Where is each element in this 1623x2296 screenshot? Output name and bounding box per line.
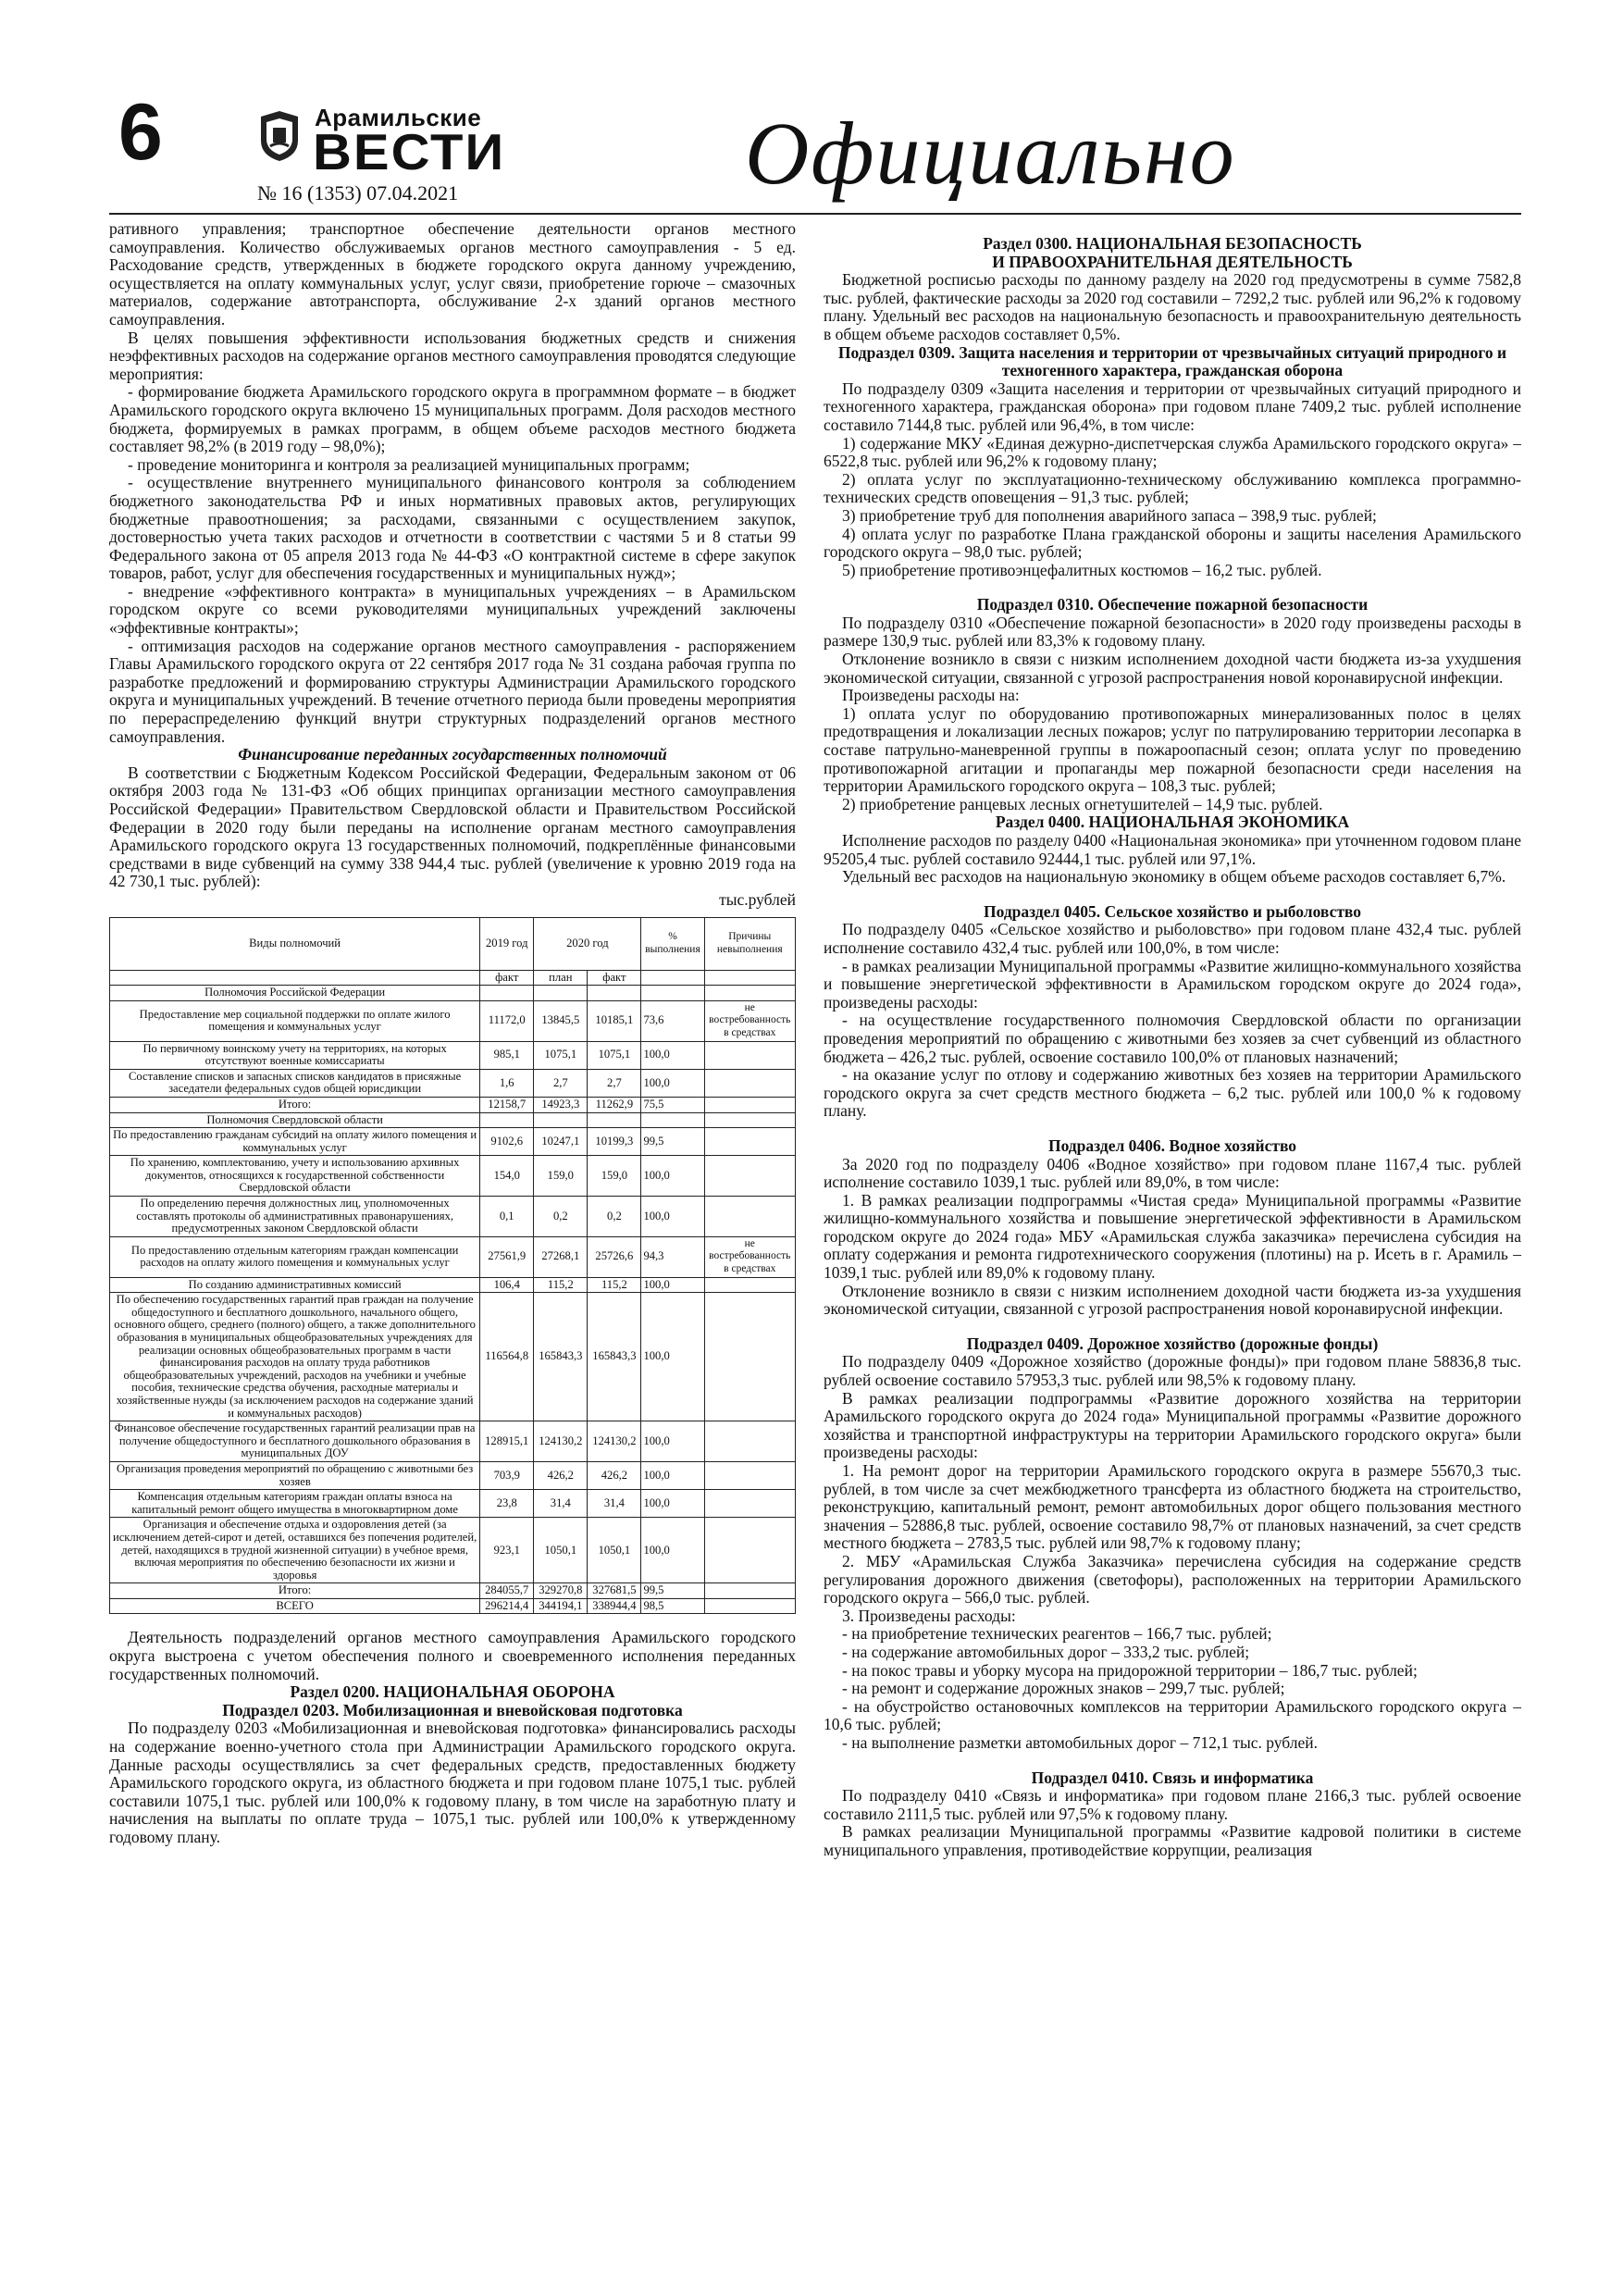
table-cell: 100,0 bbox=[641, 1293, 704, 1421]
table-cell bbox=[641, 986, 704, 1001]
table-row bbox=[110, 1277, 796, 1293]
paragraph: В соответствии с Бюджетным Кодексом Российской Федерации, Федеральным законом от 06 октября 2003 года № 131-ФЗ «Об общих принципах организации местного самоуправления Российской Федерации» Правительством Свердловской области и Правительством Российской Федерации в 2020 году были переданы на исполнение органам местного самоуправления Арамильского городского округа 13 государственных полномочий, подкреплённые финансовыми средствами в виде субвенций на сумму 338 944,4 тыс. рублей (увеличение к уровню 2019 года на 42 730,1 тыс. рублей): bbox=[109, 763, 796, 891]
right-column bbox=[824, 220, 1521, 1859]
table-cell: 10199,3 bbox=[588, 1128, 641, 1156]
paragraph: 3. Произведены расходы: bbox=[842, 1606, 1016, 1625]
paragraph: 2. МБУ «Арамильская Служба Заказчика» перечислена субсидия на содержание средств регулирования дорожного движения (светофоры), расположенных на территории Арамильского городского округа – 566,0 тыс. рублей. bbox=[824, 1551, 1521, 1607]
table-cell: 128915,1 bbox=[480, 1421, 534, 1462]
table-cell: 116564,8 bbox=[480, 1293, 534, 1421]
table-cell: Итого: bbox=[110, 1097, 480, 1112]
table-cell: 106,4 bbox=[480, 1277, 534, 1293]
table-cell: 12158,7 bbox=[480, 1097, 534, 1112]
table-cell: По первичному воинскому учету на территориях, на которых отсутствуют военные комиссариаты bbox=[110, 1041, 480, 1069]
table-cell: 985,1 bbox=[480, 1041, 534, 1069]
paragraph: По подразделу 0405 «Сельское хозяйство и рыболовство» при годовом плане 432,4 тыс. рублей исполнение составило 432,4 тыс. рублей или 100,0%, в том числе: bbox=[824, 920, 1521, 957]
paragraph: 2) приобретение ранцевых лесных огнетушителей – 14,9 тыс. рублей. bbox=[842, 794, 1323, 813]
table-cell: 27561,9 bbox=[480, 1236, 534, 1277]
table-cell: 426,2 bbox=[534, 1461, 588, 1489]
table-header: 2020 год bbox=[534, 917, 641, 970]
table-subheader: факт bbox=[588, 970, 641, 986]
logo-title-small: Арамильские bbox=[315, 104, 482, 131]
table-cell: 284055,7 bbox=[480, 1583, 534, 1599]
table-cell bbox=[534, 1112, 588, 1128]
table-cell bbox=[704, 1518, 795, 1583]
section-title: Официально bbox=[745, 104, 1236, 203]
table-cell: 2,7 bbox=[588, 1069, 641, 1097]
table-subheader: план bbox=[534, 970, 588, 986]
newspaper-logo bbox=[257, 96, 506, 194]
table-cell bbox=[534, 986, 588, 1001]
table-subheader bbox=[704, 970, 795, 986]
table-cell: 1075,1 bbox=[588, 1041, 641, 1069]
table-cell: 9102,6 bbox=[480, 1128, 534, 1156]
table-cell bbox=[704, 1421, 795, 1462]
table-cell: 165843,3 bbox=[588, 1293, 641, 1421]
heading-0409: Подраздел 0409. Дорожное хозяйство (дорожные фонды) bbox=[966, 1334, 1379, 1353]
heading-0309: Подраздел 0309. Защита населения и территории от чрезвычайных ситуаций природного и техногенного характера, гражданская оборона bbox=[837, 342, 1507, 380]
table-cell: По предоставлению отдельным категориям граждан компенсации расходов на оплату жилого помещения и коммунальных услуг bbox=[110, 1236, 480, 1277]
heading-0410: Подраздел 0410. Связь и информатика bbox=[1031, 1768, 1314, 1787]
paragraph: 1) содержание МКУ «Единая дежурно-диспетчерская служба Арамильского городского округа» – 6522,8 тыс. рублей или 96,2% к годовому плану; bbox=[824, 433, 1521, 471]
table-cell: 0,2 bbox=[534, 1197, 588, 1237]
table-total-row bbox=[110, 1097, 796, 1112]
table-cell bbox=[704, 1112, 795, 1128]
table-cell: 1050,1 bbox=[588, 1518, 641, 1583]
powers-table bbox=[109, 917, 796, 1615]
paragraph: - на покос травы и уборку мусора на придорожной территории – 186,7 тыс. рублей; bbox=[842, 1660, 1418, 1680]
table-cell bbox=[704, 1490, 795, 1518]
table-cell: 98,5 bbox=[641, 1598, 704, 1614]
paragraph: - на оказание услуг по отлову и содержанию животных без хозяев на территории Арамильского городского округа за счет средств местного бюджета – 6,2 тыс. рублей или 100,0 % к годовому плану. bbox=[824, 1065, 1521, 1121]
table-cell: 100,0 bbox=[641, 1041, 704, 1069]
paragraph: - формирование бюджета Арамильского городского округа в программном формате – в бюджет Арамильского городского округа включено 15 муниципальных программ. Доля расходов местного бюджета, формируемых в рамках программ, в общем объеме расходов местного бюджета составляет 98,2% (в 2019 году – 98,0%); bbox=[109, 382, 796, 456]
table-row bbox=[110, 1197, 796, 1237]
paragraph: Произведены расходы на: bbox=[842, 686, 1020, 705]
table-cell bbox=[704, 1156, 795, 1197]
table-cell: 329270,8 bbox=[534, 1583, 588, 1599]
paragraph: Исполнение расходов по разделу 0400 «Национальная экономика» при уточненном годовом плане 95205,4 тыс. рублей составило 92444,1 тыс. рублей или 97,1%. bbox=[824, 831, 1521, 868]
table-cell: 338944,4 bbox=[588, 1598, 641, 1614]
paragraph: Отклонение возникло в связи с низким исполнением доходной части бюджета из-за ухудшения экономической ситуации, связанной с угрозой распространения новой коронавирусной инфекции. bbox=[824, 1281, 1521, 1319]
table-cell: 124130,2 bbox=[534, 1421, 588, 1462]
table-cell: 327681,5 bbox=[588, 1583, 641, 1599]
paragraph: 1. В рамках реализации подпрограммы «Чистая среда» Муниципальной программы «Развитие жилищно-коммунального хозяйства и повышение энергетической эффективности в Арамильском городском округе до 2024 года» МБУ «Арамильская служба заказчика» перечислена субсидия на оплату содержания и ремонта гидротехнического сооружения (плотины) на р. Исеть в г. Арамиль – 1039,1 тыс. рублей или 89,0% к годовому плану. bbox=[824, 1190, 1521, 1283]
paragraph: - на приобретение технических реагентов – 166,7 тыс. рублей; bbox=[842, 1624, 1272, 1644]
table-unit: тыс.рублей bbox=[719, 889, 796, 909]
heading-0200: Раздел 0200. НАЦИОНАЛЬНАЯ ОБОРОНА bbox=[290, 1682, 615, 1702]
table-cell: 99,5 bbox=[641, 1128, 704, 1156]
paragraph: За 2020 год по подразделу 0406 «Водное хозяйство» при годовом плане 1167,4 тыс. рублей исполнение составило 1039,1 тыс. рублей или 89,0%, в том числе: bbox=[824, 1154, 1521, 1192]
table-cell bbox=[704, 1293, 795, 1421]
table-subheader: факт bbox=[480, 970, 534, 986]
table-cell: 10247,1 bbox=[534, 1128, 588, 1156]
paragraph: По подразделу 0203 «Мобилизационная и вневойсковая подготовка» финансировались расходы на содержание военно-учетного стола при Администрации Арамильского городского округа. Данные расходы осуществлялись за счет федеральных средств, предоставленных бюджету Арамильского городского округа, из областного бюджета и при годовом плане 1075,1 тыс. рублей составили 1075,1 тыс. рублей или 100,0% к годовому плану, в том числе на заработную плату и начисления на выплаты по оплате труда – 1075,1 тыс. рублей или 100,0% к утвержденному годовому плану. bbox=[109, 1719, 796, 1846]
table-cell: 159,0 bbox=[588, 1156, 641, 1197]
paragraph: - осуществление внутреннего муниципального финансового контроля за соблюдением бюджетного законодательства РФ и иных нормативных правовых актов, регулирующих бюджетные правоотношения; за расходами, связанными с осуществлением закупок, достоверностью учета таких расходов и отчетности в соответствии с частями 5 и 8 статьи 99 Федерального закона от 05 апреля 2013 года № 44-ФЗ «О контрактной системе в сфере закупок товаров, работ, услуг для обеспечения государственных и муниципальных нужд»; bbox=[109, 473, 796, 583]
table-cell: Составление списков и запасных списков кандидатов в присяжные заседатели федеральных судов общей юрисдикции bbox=[110, 1069, 480, 1097]
table-cell: 13845,5 bbox=[534, 1000, 588, 1041]
paragraph: ративного управления; транспортное обеспечение деятельности органов местного самоуправления. Количество обслуживаемых органов местного самоуправления - 5 ед. Расходование средств, утвержденных в бюджете городского округа данному учреждению, осуществляется на оплату коммунальных услуг, услуг связи, приобретение горюче – смазочных материалов, содержание автотранспорта, обслуживание 2-х зданий органов местного самоуправления. bbox=[109, 219, 796, 329]
table-cell: 31,4 bbox=[588, 1490, 641, 1518]
heading-financing: Финансирование переданных государственных полномочий bbox=[238, 745, 667, 764]
table-cell: 11172,0 bbox=[480, 1000, 534, 1041]
table-cell bbox=[641, 1112, 704, 1128]
table-cell: 296214,4 bbox=[480, 1598, 534, 1614]
table-row bbox=[110, 1236, 796, 1277]
table-row bbox=[110, 1156, 796, 1197]
table-cell: 100,0 bbox=[641, 1490, 704, 1518]
table-subheader bbox=[110, 970, 480, 986]
table-cell: 0,1 bbox=[480, 1197, 534, 1237]
table-cell: Организация и обеспечение отдыха и оздоровления детей (за исключением детей-сирот и детей, оставшихся без попечения родителей, детей, находящихся в трудной жизненной ситуации) в учебное время, включая мероприятия по обеспечению безопасности их жизни и здоровья bbox=[110, 1518, 480, 1583]
heading-0300-sub: И ПРАВООХРАНИТЕЛЬНАЯ ДЕЯТЕЛЬНОСТЬ bbox=[992, 252, 1353, 271]
table-cell: По определению перечня должностных лиц, уполномоченных составлять протоколы об административных правонарушениях, предусмотренных законом Свердловской области bbox=[110, 1197, 480, 1237]
table-cell: Итого: bbox=[110, 1583, 480, 1599]
table-cell: 703,9 bbox=[480, 1461, 534, 1489]
heading-0406: Подраздел 0406. Водное хозяйство bbox=[1047, 1136, 1297, 1155]
table-cell: 1050,1 bbox=[534, 1518, 588, 1583]
left-column bbox=[109, 220, 796, 1847]
paragraph: В рамках реализации Муниципальной программы «Развитие кадровой политики в системе муниципального управления, противодействие коррупции, реализация bbox=[824, 1822, 1521, 1859]
table-cell: 2,7 bbox=[534, 1069, 588, 1097]
table-cell: 1,6 bbox=[480, 1069, 534, 1097]
paragraph: 5) приобретение противоэнцефалитных костюмов – 16,2 тыс. рублей. bbox=[842, 560, 1322, 579]
table-cell: 100,0 bbox=[641, 1421, 704, 1462]
table-cell bbox=[704, 1598, 795, 1614]
paragraph: Бюджетной росписью расходы по данному разделу на 2020 год предусмотрены в сумме 7582,8 тыс. рублей, фактические расходы за 2020 год составили – 7292,2 тыс. рублей или 96,2% к годовому плану. Удельный вес расходов на национальную безопасность и правоохранительную деятельность в общем объеме расходов составляет 0,5%. bbox=[824, 270, 1521, 343]
table-row bbox=[110, 1518, 796, 1583]
table-cell: 31,4 bbox=[534, 1490, 588, 1518]
table-cell: Компенсация отдельным категориям граждан оплаты взноса на капитальный ремонт общего имущества в многоквартирном доме bbox=[110, 1490, 480, 1518]
table-cell: ВСЕГО bbox=[110, 1598, 480, 1614]
heading-0405: Подраздел 0405. Сельское хозяйство и рыболовство bbox=[983, 901, 1362, 921]
table-cell bbox=[704, 1041, 795, 1069]
issue-number: № 16 (1353) 07.04.2021 bbox=[257, 181, 459, 205]
paragraph: По подразделу 0309 «Защита населения и территории от чрезвычайных ситуаций природного и техногенного характера, гражданская оборона» при годовом плане 7409,2 тыс. рублей исполнение составило 7144,8 тыс. рублей или 96,4%, в том числе: bbox=[824, 379, 1521, 434]
table-cell bbox=[704, 1069, 795, 1097]
table-row bbox=[110, 1293, 796, 1421]
table-cell: 154,0 bbox=[480, 1156, 534, 1197]
table-cell: не востребованность в средствах bbox=[704, 1000, 795, 1041]
paragraph: - оптимизация расходов на содержание органов местного самоуправления - распоряжением Главы Арамильского городского округа от 22 сентября 2017 года № 31 создана рабочая группа по разработке предложений и формированию структуры Администрации Арамильского городского округа и муниципальных учреждений. В течение отчетного периода были проведены мероприятия по перераспределению функций внутри структурных подразделений органов местного самоуправления. bbox=[109, 636, 796, 746]
table-cell bbox=[704, 986, 795, 1001]
paragraph: - на ремонт и содержание дорожных знаков – 299,7 тыс. рублей; bbox=[842, 1679, 1285, 1698]
table-cell: 344194,1 bbox=[534, 1598, 588, 1614]
table-cell: 100,0 bbox=[641, 1156, 704, 1197]
table-cell: 115,2 bbox=[588, 1277, 641, 1293]
heading-0310: Подраздел 0310. Обеспечение пожарной безопасности bbox=[976, 595, 1369, 614]
heading-0300: Раздел 0300. НАЦИОНАЛЬНАЯ БЕЗОПАСНОСТЬ bbox=[983, 234, 1362, 253]
table-cell: 124130,2 bbox=[588, 1421, 641, 1462]
table-cell: По созданию административных комиссий bbox=[110, 1277, 480, 1293]
table-cell: 165843,3 bbox=[534, 1293, 588, 1421]
table-cell: 27268,1 bbox=[534, 1236, 588, 1277]
paragraph: По подразделу 0310 «Обеспечение пожарной безопасности» в 2020 году произведены расходы в размере 130,9 тыс. рублей или 83,3% к годовому плану. bbox=[824, 613, 1521, 651]
paragraph: - на содержание автомобильных дорог – 333,2 тыс. рублей; bbox=[842, 1642, 1250, 1661]
page-number: 6 bbox=[118, 88, 163, 177]
heading-0203: Подраздел 0203. Мобилизационная и вневойсковая подготовка bbox=[222, 1700, 683, 1719]
table-cell: 159,0 bbox=[534, 1156, 588, 1197]
table-cell: 100,0 bbox=[641, 1461, 704, 1489]
table-cell: 10185,1 bbox=[588, 1000, 641, 1041]
table-cell bbox=[480, 1112, 534, 1128]
paragraph: Деятельность подразделений органов местного самоуправления Арамильского городского округа выстроена с учетом обеспечения полного и своевременного исполнения переданных государственных полномочий. bbox=[109, 1628, 796, 1683]
paragraph: Удельный вес расходов на национальную экономику в общем объеме расходов составляет 6,7%. bbox=[842, 867, 1506, 887]
table-cell: Полномочия Российской Федерации bbox=[110, 986, 480, 1001]
table-cell: По обеспечению государственных гарантий прав граждан на получение общедоступного и бесплатного дошкольного, начального общего, основного общего, среднего (полного) общего, а также дополнительного образования в муниципальных общеобразовательных учреждениях для реализации основных общеобразовательных программ в части финансирования расходов на оплату труда работников общеобразовательных учреждений, расходов на учебники и учебные пособия, технические средства обучения, расходные материалы и хозяйственные нужды (за исключением расходов на содержание зданий и коммунальных расходов) bbox=[110, 1293, 480, 1421]
table-subheader bbox=[641, 970, 704, 986]
table-cell: Организация проведения мероприятий по обращению с животными без хозяев bbox=[110, 1461, 480, 1489]
table-header: 2019 год bbox=[480, 917, 534, 970]
table-cell: 426,2 bbox=[588, 1461, 641, 1489]
table-cell: Финансовое обеспечение государственных гарантий реализации прав на получение общедоступного и бесплатного дошкольного образования в муниципальных ДОУ bbox=[110, 1421, 480, 1462]
table-cell bbox=[704, 1197, 795, 1237]
table-cell bbox=[588, 1112, 641, 1128]
table-cell: 94,3 bbox=[641, 1236, 704, 1277]
table-cell bbox=[704, 1277, 795, 1293]
table-cell: 99,5 bbox=[641, 1583, 704, 1599]
table-header: % выполнения bbox=[641, 917, 704, 970]
table-cell: 100,0 bbox=[641, 1069, 704, 1097]
table-group-row bbox=[110, 1112, 796, 1128]
table-cell bbox=[704, 1461, 795, 1489]
logo-title-big: ВЕСТИ bbox=[313, 123, 506, 181]
table-cell: не востребованность в средствах bbox=[704, 1236, 795, 1277]
table-cell: Предоставление мер социальной поддержки по оплате жилого помещения и коммунальных услуг bbox=[110, 1000, 480, 1041]
paragraph: По подразделу 0409 «Дорожное хозяйство (дорожные фонды)» при годовом плане 58836,8 тыс. рублей освоение составило 57953,3 тыс. рублей или 98,5% к годовому плану. bbox=[824, 1352, 1521, 1390]
table-row bbox=[110, 1490, 796, 1518]
table-row bbox=[110, 1069, 796, 1097]
table-cell: 115,2 bbox=[534, 1277, 588, 1293]
paragraph: 3) приобретение труб для пополнения аварийного запаса – 398,9 тыс. рублей; bbox=[842, 505, 1377, 525]
paragraph: В рамках реализации подпрограммы «Развитие дорожного хозяйства на территории Арамильского городского округа до 2024 года» Муниципальной программы «Развитие дорожного хозяйства и транспортной инфраструктуры на территории Арамильского городского округа» были произведены расходы: bbox=[824, 1388, 1521, 1462]
table-cell: Полномочия Свердловской области bbox=[110, 1112, 480, 1128]
paragraph: По подразделу 0410 «Связь и информатика» при годовом плане 2166,3 тыс. рублей освоение составило 2111,5 тыс. рублей или 97,5% к годовому плану. bbox=[824, 1786, 1521, 1823]
table-cell: 11262,9 bbox=[588, 1097, 641, 1112]
table-row bbox=[110, 1000, 796, 1041]
paragraph: 1. На ремонт дорог на территории Арамильского городского округа в размере 55670,3 тыс. рублей, в том числе за счет межбюджетного трансферта из областного бюджета на строительство, реконструкцию, капитальный ремонт, ремонт автомобильных дорог общего пользования местного значения – 52886,8 тыс. рублей, освоение составило 98,7% от плановых назначений, за счет средств местного бюджета – 2783,5 тыс. рублей или 98,7% к годовому плану; bbox=[824, 1461, 1521, 1553]
table-cell bbox=[480, 986, 534, 1001]
paragraph: 2) оплата услуг по эксплуатационно-техническому обслуживанию комплекса программно-технических средств оповещения – 91,3 тыс. рублей; bbox=[824, 469, 1521, 507]
table-cell bbox=[588, 986, 641, 1001]
table-cell: 0,2 bbox=[588, 1197, 641, 1237]
table-cell: 100,0 bbox=[641, 1197, 704, 1237]
table-cell: 73,6 bbox=[641, 1000, 704, 1041]
table-cell: По предоставлению гражданам субсидий на оплату жилого помещения и коммунальных услуг bbox=[110, 1128, 480, 1156]
table-total-row bbox=[110, 1598, 796, 1614]
header-rule bbox=[109, 213, 1521, 215]
paragraph: - на осуществление государственного полномочия Свердловской области по организации проведения мероприятий по обращению с животными без хозяев за счет субвенций из областного бюджета – 426,2 тыс. рублей, освоение составило 100,0% от плановых назначений; bbox=[824, 1011, 1521, 1066]
table-cell: 14923,3 bbox=[534, 1097, 588, 1112]
table-cell bbox=[704, 1128, 795, 1156]
heading-0400: Раздел 0400. НАЦИОНАЛЬНАЯ ЭКОНОМИКА bbox=[995, 813, 1350, 832]
table-header: Причины невыполнения bbox=[704, 917, 795, 970]
paragraph: - в рамках реализации Муниципальной программы «Развитие жилищно-коммунального хозяйства и повышение энергетической эффективности в Арамильском городском округе до 2024 года», произведены расходы: bbox=[824, 956, 1521, 1011]
table-row bbox=[110, 1041, 796, 1069]
coat-of-arms-icon bbox=[257, 107, 302, 163]
table-cell bbox=[704, 1583, 795, 1599]
table-cell: 23,8 bbox=[480, 1490, 534, 1518]
paragraph: - на выполнение разметки автомобильных дорог – 712,1 тыс. рублей. bbox=[842, 1732, 1319, 1752]
paragraph: В целях повышения эффективности использования бюджетных средств и снижения неэффективных расходов на содержание органов местного самоуправления проводятся следующие мероприятия: bbox=[109, 328, 796, 383]
table-row bbox=[110, 1461, 796, 1489]
table-header: Виды полномочий bbox=[110, 917, 480, 970]
paragraph: - на обустройство остановочных комплексов на территории Арамильского городского округа – 10,6 тыс. рублей; bbox=[824, 1696, 1521, 1734]
table-cell: 923,1 bbox=[480, 1518, 534, 1583]
table-cell bbox=[704, 1097, 795, 1112]
paragraph: - проведение мониторинга и контроля за реализацией муниципальных программ; bbox=[128, 454, 690, 474]
table-cell: По хранению, комплектованию, учету и использованию архивных документов, относящихся к государственной собственности Свердловской области bbox=[110, 1156, 480, 1197]
paragraph: 1) оплата услуг по оборудованию противопожарных минерализованных полос в целях предотвращения и локализации лесных пожаров; услуг по патрулированию территории лесопарка в составе патрульно-маневренной группы в пожароопасный сезон; оплата услуг по проведению противопожарной агитации и пропаганды мер пожарной безопасности среди населения на территории Арамильского городского округа – 108,3 тыс. рублей; bbox=[824, 703, 1521, 796]
table-cell: 75,5 bbox=[641, 1097, 704, 1112]
table-total-row bbox=[110, 1583, 796, 1599]
table-row bbox=[110, 1421, 796, 1462]
paragraph: Отклонение возникло в связи с низким исполнением доходной части бюджета из-за ухудшения экономической ситуации, связанной с угрозой распространения новой коронавирусной инфекции. bbox=[824, 650, 1521, 687]
table-cell: 100,0 bbox=[641, 1277, 704, 1293]
table-cell: 1075,1 bbox=[534, 1041, 588, 1069]
table-row bbox=[110, 1128, 796, 1156]
paragraph: - внедрение «эффективного контракта» в муниципальных учреждениях – в Арамильском городском округе со всеми руководителями муниципальных учреждений заключены «эффективные контракты»; bbox=[109, 581, 796, 638]
paragraph: 4) оплата услуг по разработке Плана гражданской обороны и защиты населения Арамильского городского округа – 98,0 тыс. рублей; bbox=[824, 524, 1521, 562]
table-group-row bbox=[110, 986, 796, 1001]
table-subheader-row bbox=[110, 970, 796, 986]
table-cell: 25726,6 bbox=[588, 1236, 641, 1277]
table-cell: 100,0 bbox=[641, 1518, 704, 1583]
